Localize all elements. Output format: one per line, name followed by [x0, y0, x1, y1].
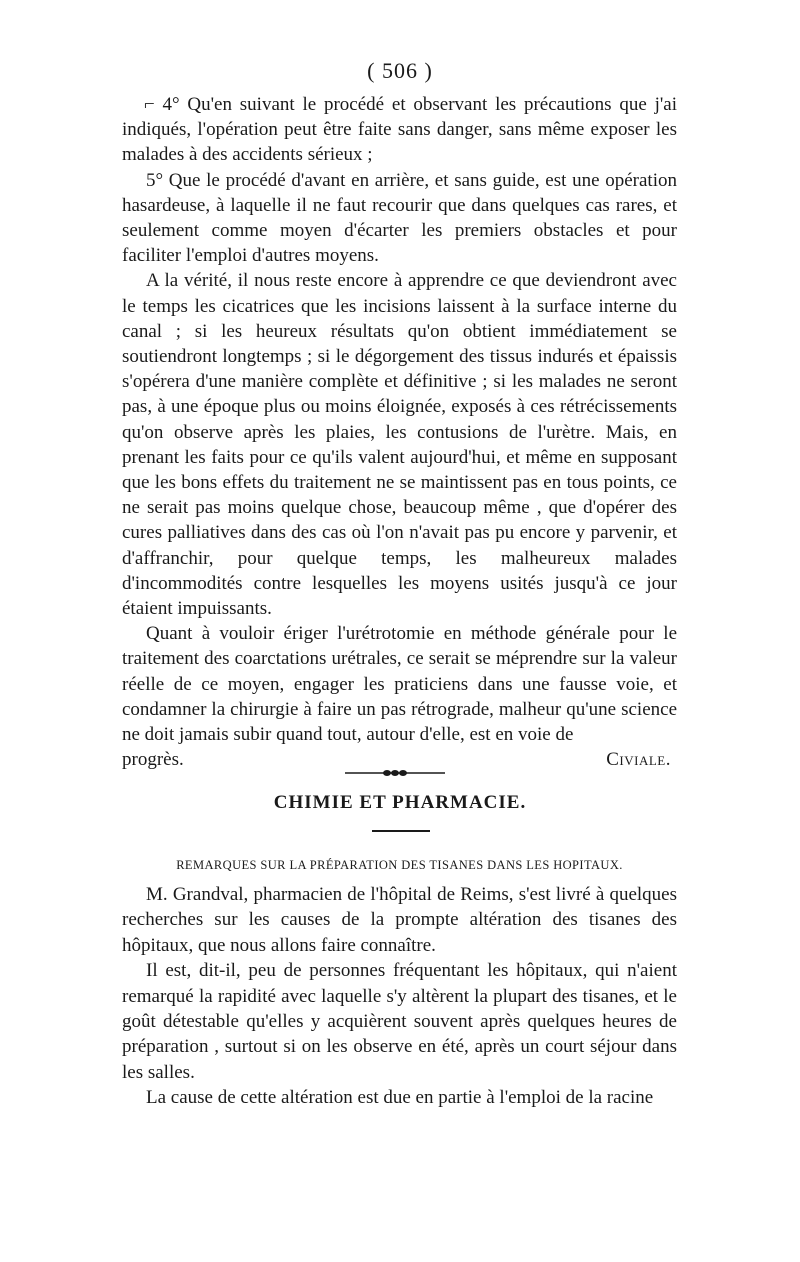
title-rule	[372, 830, 430, 832]
text-block-lower	[122, 882, 677, 1111]
page-number: ( 506 )	[367, 58, 433, 83]
text-block-upper	[122, 92, 677, 772]
paragraph-verite: A la vérité, il nous reste encore à apprendre ce que deviendront avec le temps les cicatrices que les incisions laissent à la surface interne du canal ; si les heureux résultats qu'on obtient immédiatement se soutiendront longtemps ; si le dégorgement des tissus indurés et épaissis s'opérera d'une manière complète et définitive ; si les malades ne seront pas, à une époque plus ou moins éloignée, exposés à ces rétrécissements qu'on observe après les plaies, les contusions de l'urètre. Mais, en prenant les faits pour ce qu'ils valent aujourd'hui, et même en supposant que les bons effets du traitement ne se maintissent pas en tous points, ce ne serait pas moins quelque chose, beaucoup même , que d'opérer des cures palliatives dans des cas où l'on n'avait pas pu encore y parvenir, et d'affranchir, pour quelque temps, les malheureux malades d'incommodités contre lesquelles les moyens usités jusqu'à ce jour étaient impuissants.	[122, 270, 677, 620]
paragraph-uretrotomie: Quant à vouloir ériger l'urétrotomie en méthode générale pour le traitement des coarctations urétrales, ce serait se méprendre sur la valeur réelle de ce moyen, engager les praticiens dans une fausse voie, et condamner la chirurgie à faire un pas rétrograde, malheur qu'une science ne doit jamais subir quand tout, autour d'elle, est en voie de	[122, 623, 677, 746]
paragraph-end: progrès.	[122, 749, 184, 771]
paragraph-la-cause: La cause de cette altération est due en partie à l'emploi de la racine	[146, 1087, 654, 1109]
author-signature: Civiale.	[606, 749, 671, 771]
article-subheading: REMARQUES SUR LA PRÉPARATION DES TISANES DANS LES HOPITAUX.	[176, 858, 623, 872]
paragraph-conclusion-5: 5° Que le procédé d'avant en arrière, et sans guide, est une opération hasardeuse, à laquelle il ne faut recourir que dans quelques cas rares, et seulement comme moyen d'écarter les premiers obstacles et pour faciliter l'emploi d'autres moyens.	[122, 169, 677, 267]
paragraph-conclusion-4: ⌐ 4° Qu'en suivant le procédé et observant les précautions que j'ai indiqués, l'opération peut être faite sans danger, sans même exposer les malades à des accidents sérieux ;	[122, 94, 677, 166]
paragraph-grandval: M. Grandval, pharmacien de l'hôpital de Reims, s'est livré à quelques recherches sur les causes de la prompte altération des tisanes des hôpitaux, que nous allons faire connaître.	[122, 884, 677, 956]
ornament-divider	[345, 768, 445, 778]
paragraph-il-est: Il est, dit-il, peu de personnes fréquentant les hôpitaux, qui n'aient remarqué la rapidité avec laquelle s'y altèrent la plupart des tisanes, et le goût détestable qu'elles y acquièrent souvent après quelques heures de préparation , surtout si on les observe en été, après un court séjour dans les salles.	[122, 960, 677, 1083]
section-title: CHIMIE ET PHARMACIE.	[273, 792, 527, 813]
